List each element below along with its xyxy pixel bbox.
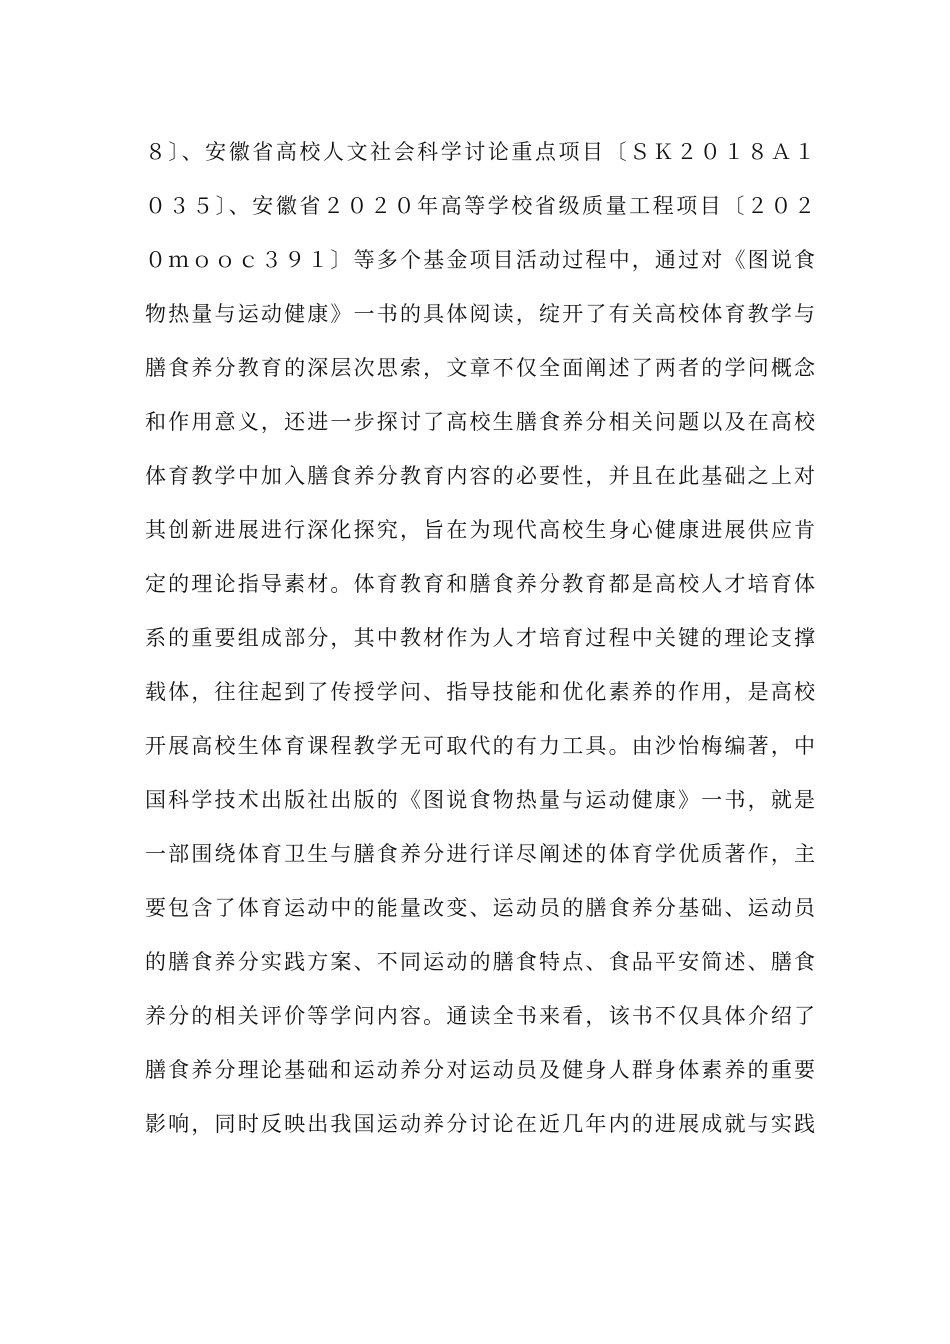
text-line-8: 其创新进展进行深化探究，旨在为现代高校生身心健康进展供应肯 (145, 518, 815, 542)
text-line-4: 物热量与运动健康》一书的具体阅读，绽开了有关高校体育教学与 (145, 302, 815, 326)
body-text (145, 130, 815, 1156)
text-line-16: 的膳食养分实践方案、不同运动的膳食特点、食品平安简述、膳食 (145, 950, 815, 974)
text-line-6: 和作用意义，还进一步探讨了高校生膳食养分相关问题以及在高校 (145, 410, 815, 434)
text-line-14: 一部围绕体育卫生与膳食养分进行详尽阐述的体育学优质著作，主 (145, 842, 815, 866)
text-line-11: 载体，往往起到了传授学问、指导技能和优化素养的作用，是高校 (145, 680, 815, 704)
text-line-19: 影响，同时反映出我国运动养分讨论在近几年内的进展成就与实践 (145, 1112, 815, 1136)
text-line-17: 养分的相关评价等学问内容。通读全书来看，该书不仅具体介绍了 (145, 1004, 815, 1028)
text-line-18: 膳食养分理论基础和运动养分对运动员及健身人群身体素养的重要 (145, 1058, 815, 1082)
text-line-9: 定的理论指导素材。体育教育和膳食养分教育都是高校人才培育体 (145, 572, 815, 596)
text-line-13: 国科学技术出版社出版的《图说食物热量与运动健康》一书，就是 (145, 788, 815, 812)
text-line-10: 系的重要组成部分，其中教材作为人才培育过程中关键的理论支撑 (145, 626, 815, 650)
text-line-7: 体育教学中加入膳食养分教育内容的必要性，并且在此基础之上对 (145, 464, 815, 488)
text-line-12: 开展高校生体育课程教学无可取代的有力工具。由沙怡梅编著，中 (145, 734, 815, 758)
text-line-5: 膳食养分教育的深层次思索，文章不仅全面阐述了两者的学问概念 (145, 356, 815, 380)
text-line-2: ０３５〕、安徽省２０２０年高等学校省级质量工程项目〔２０２ (145, 194, 815, 218)
text-line-1: ８〕、安徽省高校人文社会科学讨论重点项目〔ＳＫ２０１８Ａ１ (145, 140, 815, 164)
text-line-3: ０ｍｏｏｃ３９１〕等多个基金项目活动过程中，通过对《图说食 (145, 248, 815, 272)
text-line-15: 要包含了体育运动中的能量改变、运动员的膳食养分基础、运动员 (145, 896, 815, 920)
